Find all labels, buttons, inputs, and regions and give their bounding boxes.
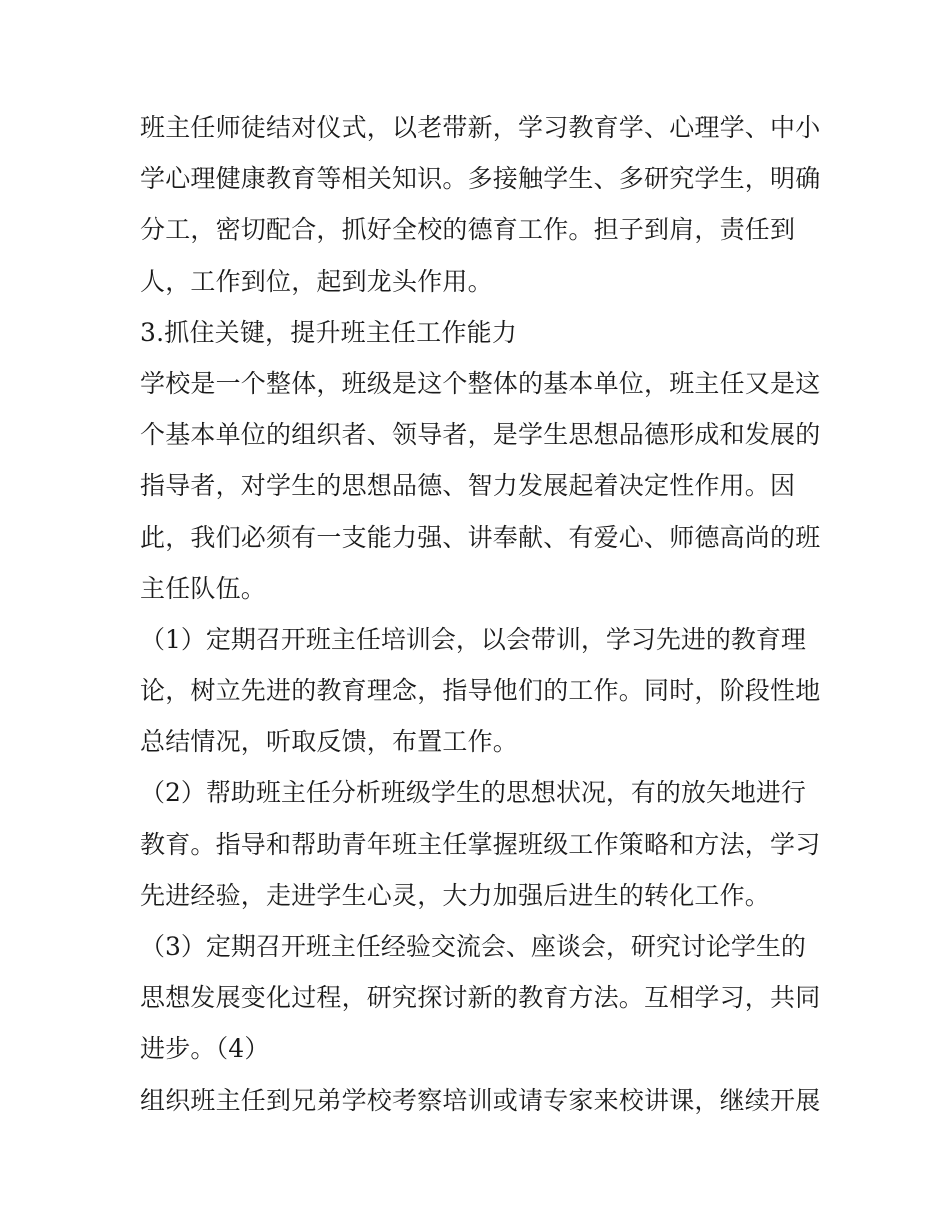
list-item-2-line-2: 教育。指导和帮助青年班主任掌握班级工作策略和方法，学习	[140, 829, 821, 859]
list-item-1-line-3: 总结情况，听取反馈，布置工作。	[140, 727, 519, 757]
list-item-2-line-1: （2）帮助班主任分析班级学生的思想状况，有的放矢地进行	[140, 778, 806, 808]
text-line-7: 个基本单位的组织者、领导者，是学生思想品德形成和发展的	[140, 420, 821, 450]
text-line-1: 班主任师徒结对仪式，以老带新，学习教育学、心理学、中小	[140, 113, 821, 142]
text-line-10: 主任队伍。	[140, 573, 267, 603]
section-heading: 3.抓住关键，提升班主任工作能力	[140, 317, 518, 347]
list-item-1-line-1: （1）定期召开班主任培训会，以会带训，学习先进的教育理	[140, 624, 806, 654]
document-page	[140, 102, 821, 1126]
text-line-2: 学心理健康教育等相关知识。多接触学生、多研究学生，明确	[140, 164, 821, 194]
list-item-3-line-3: 进步。（4）	[140, 1034, 270, 1064]
list-item-3-line-2: 思想发展变化过程，研究探讨新的教育方法。互相学习，共同	[140, 983, 821, 1013]
text-line-9: 此，我们必须有一支能力强、讲奉献、有爱心、师德高尚的班	[140, 522, 821, 552]
list-item-4-line-1: 组织班主任到兄弟学校考察培训或请专家来校讲课，继续开展	[140, 1085, 821, 1115]
list-item-3-line-1: （3）定期召开班主任经验交流会、座谈会，研究讨论学生的	[140, 932, 806, 961]
text-line-8: 指导者，对学生的思想品德、智力发展起着决定性作用。因	[140, 471, 796, 501]
list-item-2-line-3: 先进经验，走进学生心灵，大力加强后进生的转化工作。	[140, 880, 771, 910]
text-line-6: 学校是一个整体，班级是这个整体的基本单位，班主任又是这	[140, 368, 821, 398]
text-line-3: 分工，密切配合，抓好全校的德育工作。担子到肩，责任到	[140, 215, 796, 245]
list-item-1-line-2: 论，树立先进的教育理念，指导他们的工作。同时，阶段性地	[140, 676, 821, 706]
text-line-4: 人，工作到位，起到龙头作用。	[140, 266, 493, 296]
